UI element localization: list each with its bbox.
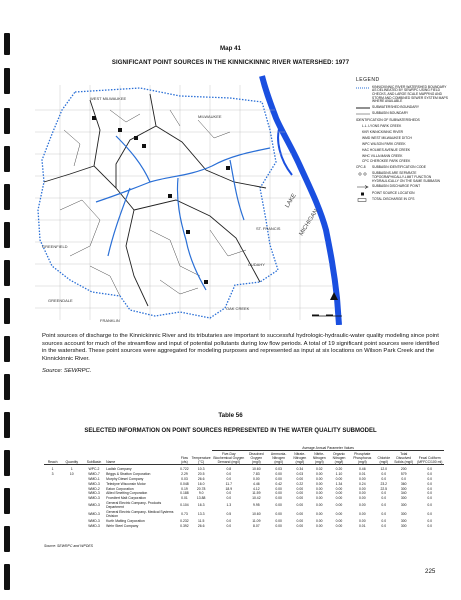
point-source-location bbox=[142, 144, 146, 148]
table-cell: 300 bbox=[400, 523, 407, 528]
table-cell: 0.0 bbox=[381, 518, 387, 523]
margin-mark bbox=[4, 374, 10, 400]
table-cell: 0.0 bbox=[427, 496, 433, 501]
watershed-boundary-symbol bbox=[356, 86, 370, 90]
table-cell: 0.42 bbox=[275, 481, 282, 486]
kinnickinnic-river bbox=[96, 148, 270, 202]
margin-mark bbox=[4, 184, 10, 210]
legend-subwatershed: L.L. LYONS PARK CREEK bbox=[362, 124, 402, 129]
table-cell: 300 bbox=[400, 512, 407, 516]
table-cell: Briggs & Stratton Corporation bbox=[106, 471, 151, 476]
table-cell: 0.00 bbox=[358, 503, 366, 508]
place-milwaukee: MILWAUKEE bbox=[198, 114, 222, 119]
lake-shoreline bbox=[262, 76, 339, 325]
point-source-location bbox=[134, 136, 138, 140]
table-cell: 0.0 bbox=[381, 523, 387, 528]
table-row bbox=[44, 523, 444, 528]
table-cell: Teledyne Wisconsin Motor bbox=[106, 481, 146, 486]
table-cell: 0.01 bbox=[181, 496, 188, 501]
table-cell: WMD-3 bbox=[88, 503, 100, 508]
subwatershed-boundaries bbox=[44, 94, 266, 306]
table-cell: 4.12 bbox=[253, 486, 260, 491]
margin-mark bbox=[4, 260, 10, 286]
table-cell: 360 bbox=[400, 481, 407, 486]
table-cell: 0.0 bbox=[427, 518, 433, 523]
table-cell: 0.46 bbox=[358, 467, 366, 471]
table-cell: General Electric Company- Products Department bbox=[106, 501, 162, 510]
table-group-header: Average Annual Parameter Values bbox=[212, 445, 444, 451]
table-cell: 0.0 bbox=[427, 486, 433, 491]
lake-label: LAKE bbox=[284, 192, 298, 210]
wilson-park-creek bbox=[177, 178, 206, 290]
table-cell: 0.188 bbox=[180, 491, 189, 496]
column-header: Phosphate Phosphorus (mg/l) bbox=[349, 451, 376, 465]
total-discharge-symbol bbox=[356, 198, 370, 202]
table-cell: 10.60 bbox=[252, 512, 261, 516]
subbasin-boundary-symbol bbox=[356, 112, 370, 116]
table-cell: 10 bbox=[69, 471, 74, 476]
table-cell: 0.0 bbox=[226, 518, 232, 523]
table-cell: 0.722 bbox=[180, 467, 189, 471]
table-cell: 2.29 bbox=[181, 471, 188, 476]
table-cell: 0.34 bbox=[296, 467, 304, 471]
map-legend bbox=[356, 78, 448, 204]
table-cell: 0.00 bbox=[335, 476, 343, 481]
margin-mark bbox=[4, 450, 10, 476]
table-cell: 0.00 bbox=[315, 512, 323, 516]
table-cell: 0.00 bbox=[315, 471, 323, 476]
table-cell: 300 bbox=[400, 486, 407, 491]
table-cell: Froedtert Malt Corporation bbox=[106, 496, 146, 501]
table-cell: 0.00 bbox=[315, 486, 323, 491]
column-header: Reach bbox=[44, 451, 61, 465]
map-source: Source: SEWRPC. bbox=[42, 368, 92, 374]
table-cell bbox=[61, 501, 82, 510]
table-cell: Eaton Corporation bbox=[106, 486, 134, 491]
table-cell: WMD-3 bbox=[88, 481, 100, 486]
table-cell: 0.00 bbox=[275, 523, 282, 528]
column-header: Organic Nitrogen (mg/l) bbox=[329, 451, 349, 465]
table-cell: 0.00 bbox=[296, 476, 304, 481]
margin-mark bbox=[4, 108, 10, 134]
table-cell: 0.0 bbox=[226, 471, 232, 476]
point-source-location bbox=[186, 230, 190, 234]
column-header: Flow (cfs) bbox=[179, 451, 190, 465]
table-cell: 3 bbox=[51, 471, 54, 476]
table-cell: 0.00 bbox=[315, 481, 323, 486]
page-number: 225 bbox=[425, 568, 436, 575]
table-cell: 0.0 bbox=[427, 471, 433, 476]
table-cell: 0.0 bbox=[427, 523, 433, 528]
place-greenfield: GREENFIELD bbox=[42, 244, 68, 249]
table-cell: 1.3 bbox=[226, 503, 232, 508]
table-cell: 0.0 bbox=[226, 476, 232, 481]
legend-item: TOTAL DISCHARGE IN CFS bbox=[356, 198, 448, 202]
table-cell: 0.0 bbox=[381, 471, 387, 476]
column-header: Name bbox=[106, 451, 179, 465]
rivers bbox=[96, 136, 270, 290]
table-body bbox=[44, 465, 444, 529]
table-cell: 0.048 bbox=[180, 481, 189, 486]
column-header: Fecal Coliform (MFFCC/100 ml) bbox=[415, 451, 444, 465]
table-cell: WMD-3 bbox=[88, 512, 100, 516]
legend-subwatershed: WMD WEST MILWAUKEE DITCH bbox=[362, 135, 412, 140]
table-cell: 0.22 bbox=[296, 481, 304, 486]
table-cell: 26.6 bbox=[197, 476, 205, 481]
table-cell: WMD-3 bbox=[88, 496, 100, 501]
table-cell bbox=[44, 523, 61, 528]
column-header: Quantity bbox=[61, 451, 82, 465]
table-cell: 0.02 bbox=[315, 467, 323, 471]
table-cell: 0.0 bbox=[381, 491, 387, 496]
table-cell: 10.42 bbox=[252, 496, 261, 501]
table-cell: 1 bbox=[51, 467, 54, 471]
holmes-avenue-creek bbox=[230, 160, 244, 220]
table-cell: 0.0 bbox=[427, 481, 433, 486]
table-cell: 0.5 bbox=[226, 512, 232, 516]
table-cell: 0.00 bbox=[296, 496, 304, 501]
table-cell: 0.00 bbox=[358, 512, 366, 516]
west-milwaukee-ditch bbox=[116, 136, 150, 182]
table-cell: WMD-2 bbox=[88, 486, 100, 491]
table-cell bbox=[44, 510, 61, 519]
table-cell: 0.00 bbox=[315, 518, 323, 523]
margin-mark bbox=[4, 488, 10, 514]
table-cell: Murphy Diesel Company bbox=[106, 476, 144, 481]
table-cell: 0.00 bbox=[358, 518, 366, 523]
watershed-boundary bbox=[38, 88, 278, 318]
table-cell: 0.20 bbox=[335, 467, 343, 471]
table-cell: 0.00 bbox=[275, 491, 282, 496]
table-cell: WMD-3 bbox=[88, 518, 100, 523]
table-cell: 0.00 bbox=[275, 476, 282, 481]
table-cell: 0.00 bbox=[335, 496, 343, 501]
table-cell bbox=[61, 523, 82, 528]
margin-mark bbox=[4, 336, 10, 362]
column-header: Temperature (°C) bbox=[190, 451, 212, 465]
table-cell: 300 bbox=[400, 496, 407, 501]
table-title: SELECTED INFORMATION ON POINT SOURCES REPRESENTED IN THE WATER QUALITY SUBMODEL bbox=[84, 428, 377, 434]
table-cell: 13.3 bbox=[197, 512, 205, 516]
column-header: Nitrite-Nitrogen (mg/l) bbox=[310, 451, 329, 465]
table-cell: 20.5 bbox=[197, 471, 205, 476]
table-cell: 200 bbox=[400, 467, 407, 471]
table-cell bbox=[61, 510, 82, 519]
table-cell: 0.03 bbox=[181, 476, 188, 481]
table-cell: 0.0 bbox=[381, 503, 387, 508]
table-cell: 0.00 bbox=[335, 518, 343, 523]
code-sample: CPC-8 bbox=[356, 165, 366, 170]
table-cell: 0.0 bbox=[401, 476, 407, 481]
table-cell: 0.00 bbox=[275, 518, 282, 523]
table-cell: 7.83 bbox=[253, 471, 260, 476]
table-cell: 0.00 bbox=[358, 486, 366, 491]
table-cell: WMD-3 bbox=[88, 523, 100, 528]
table-cell: 20.78 bbox=[196, 486, 206, 491]
table-cell: Ladish Company bbox=[106, 467, 132, 471]
table-cell: 0.01 bbox=[358, 471, 366, 476]
description-paragraph: Point sources of discharge to the Kinnickinnic River and its tributaries are important to successful hydrologic-hydraulic-water quality modeling since point sources account for much of the streamflow and input of potential pollutants during low flow periods. A total of 19 significant point sources were identified in the watershed. These point sources were aggregated for modeling purposes and represented as input at six locations on Wilson Park Creek and the Kinnickinnic River. bbox=[42, 333, 439, 362]
table-cell: 0.00 bbox=[296, 491, 304, 496]
margin-mark bbox=[4, 564, 10, 590]
table-cell: 9.95 bbox=[253, 503, 260, 508]
table-cell: 0.19 bbox=[181, 486, 188, 491]
subbasin-boundaries bbox=[60, 110, 246, 296]
table-row bbox=[44, 465, 444, 472]
table-row bbox=[44, 510, 444, 519]
table-cell: 0.00 bbox=[335, 503, 343, 508]
legend-subwatershed: HAC HOLMES AVENUE CREEK bbox=[362, 147, 411, 152]
table-cell: 22.5 bbox=[380, 486, 388, 491]
table-cell: 0.01 bbox=[358, 523, 366, 528]
table-cell: 11.09 bbox=[252, 518, 261, 523]
table-cell: WMD-1 bbox=[88, 476, 100, 481]
table-cell: 0.00 bbox=[296, 486, 304, 491]
table-cell: 0.00 bbox=[253, 476, 260, 481]
table-cell: 16.0 bbox=[197, 481, 205, 486]
lake-label-2: MICHIGAN bbox=[298, 208, 320, 238]
table-number: Table 56 bbox=[218, 412, 243, 419]
table-cell: 0.00 bbox=[335, 486, 343, 491]
table-cell: 0.00 bbox=[275, 471, 282, 476]
table-cell: 11.59 bbox=[252, 491, 261, 496]
column-header: Total Dissolved Solids (mg/l) bbox=[392, 451, 415, 465]
table-cell: 300 bbox=[400, 503, 407, 508]
table-cell: 0.00 bbox=[315, 503, 323, 508]
column-header: Dissolved Oxygen (mg/l) bbox=[245, 451, 267, 465]
table-cell: 4.46 bbox=[253, 481, 260, 486]
legend-item: SUBBASINS ARE SEPARATE TOPOGRAPHICALLY-LIMIT FUNCTION HYDRAULICALLY ON THE SAME SUBBASIN bbox=[356, 172, 448, 183]
column-header: Chloride (mg/l) bbox=[376, 451, 392, 465]
table-cell: 0.0 bbox=[427, 503, 433, 508]
margin-mark bbox=[4, 222, 10, 248]
table-cell: 23.2 bbox=[380, 481, 388, 486]
table-cell: 0.00 bbox=[335, 491, 343, 496]
watershed-map bbox=[30, 70, 360, 325]
table-cell: 0.00 bbox=[315, 496, 323, 501]
legend-heading: LEGEND bbox=[356, 77, 380, 83]
point-source-table bbox=[44, 445, 444, 528]
column-header: SubBasin bbox=[82, 451, 105, 465]
margin-mark bbox=[4, 298, 10, 324]
table-cell: 0.00 bbox=[358, 491, 366, 496]
legend-subwatershed: WHC VILLA MANN CREEK bbox=[362, 153, 403, 158]
legend-item: SUBBASIN BOUNDARY bbox=[356, 112, 448, 116]
table-cell: 0.03 bbox=[296, 471, 304, 476]
table-cell: 0.0 bbox=[226, 496, 232, 501]
margin-mark bbox=[4, 526, 10, 552]
legend-item: SUBBASIN DISCHARGE POINT bbox=[356, 185, 448, 189]
table-cell: 0.0 bbox=[427, 512, 433, 516]
table-cell: WMD-3 bbox=[88, 491, 100, 496]
table-cell: 0.00 bbox=[315, 491, 323, 496]
point-source-location bbox=[226, 166, 230, 170]
legend-item: SUBWATERSHED BOUNDARY bbox=[356, 106, 448, 110]
table-cell: 340 bbox=[400, 491, 407, 496]
legend-subwatershed: WPC WILSON PARK CREEK bbox=[362, 141, 406, 146]
point-source-location bbox=[92, 116, 96, 120]
point-source-symbol bbox=[356, 192, 370, 196]
table-cell: 0.0 bbox=[226, 523, 232, 528]
table-cell: 0.0 bbox=[226, 491, 232, 496]
table-cell: 0.00 bbox=[315, 523, 323, 528]
table-cell: 0.00 bbox=[296, 518, 304, 523]
table-cell: 0.00 bbox=[315, 476, 323, 481]
table-cell: 0.00 bbox=[275, 486, 282, 491]
table-cell: 0.03 bbox=[275, 467, 282, 471]
table-cell: 1.10 bbox=[335, 471, 343, 476]
table-cell: WPC-2 bbox=[88, 467, 100, 471]
table-cell: 0.0 bbox=[427, 491, 433, 496]
table-cell: Kurth Malting Corporation bbox=[106, 518, 145, 523]
legend-id-heading: IDENTIFICATION OF SUBWATERSHEDS bbox=[356, 118, 420, 123]
point-source-location bbox=[168, 194, 172, 198]
table-cell: 18.9 bbox=[225, 486, 233, 491]
table-cell: 0.0 bbox=[427, 476, 433, 481]
table-cell bbox=[44, 501, 61, 510]
column-header: Five-Day Biochemical Oxygen Demand (mg/l) bbox=[213, 451, 245, 464]
table-cell: 0.00 bbox=[358, 476, 366, 481]
legend-item: KINNICKINNIC RIVER WATERSHED BOUNDARY AS DELINEATED BY SEWRPC USING FIELD CHECKS, AND LARGE SCALE MAPPING AND STORM AND COMBINED SEWER SYSTEM MAPS WHERE AVAILABLE bbox=[356, 86, 448, 104]
column-header: Ammonia-Nitrogen (mg/l) bbox=[267, 451, 290, 465]
table-cell: 0.00 bbox=[275, 496, 282, 501]
table-cell: 0.00 bbox=[335, 512, 343, 516]
point-source-location bbox=[118, 128, 122, 132]
table-cell: 9.0 bbox=[198, 491, 204, 496]
margin-mark bbox=[4, 68, 10, 94]
table-cell: 26.6 bbox=[197, 523, 205, 528]
table-cell: 0.00 bbox=[335, 523, 343, 528]
point-sources bbox=[92, 116, 230, 284]
map-title: SIGNIFICANT POINT SOURCES IN THE KINNICKINNIC RIVER WATERSHED: 1977 bbox=[111, 60, 350, 66]
legend-item: POINT SOURCE LOCATION bbox=[356, 192, 448, 196]
table-cell: 0.73 bbox=[181, 512, 188, 516]
place-franklin: FRANKLIN bbox=[100, 318, 120, 323]
table-cell: 0.104 bbox=[180, 503, 189, 508]
table-header-row bbox=[44, 451, 444, 465]
table-cell: 0.24 bbox=[358, 481, 366, 486]
place-cudahy: CUDAHY bbox=[248, 262, 265, 267]
margin-mark bbox=[4, 146, 10, 172]
table-cell: 12.0 bbox=[380, 467, 388, 471]
place-st-francis: ST. FRANCIS bbox=[256, 226, 281, 231]
table-cell: 300 bbox=[400, 518, 407, 523]
table-cell: 0.0 bbox=[381, 496, 387, 501]
table-cell: 13.88 bbox=[196, 496, 206, 501]
table-cell: 10.60 bbox=[252, 467, 261, 471]
table-cell: 0.00 bbox=[296, 503, 304, 508]
place-greendale: GREENDALE bbox=[48, 298, 73, 303]
place-oak-creek: OAK CREEK bbox=[226, 306, 250, 311]
table-source: Source: SEWRPC and WPDES bbox=[44, 544, 94, 548]
table-cell: Allied Smelting Corporation bbox=[106, 491, 148, 496]
table-cell: 0.8 bbox=[226, 467, 232, 471]
table-cell: 0.392 bbox=[180, 523, 189, 528]
legend-item: CPC-8 SUBBASIN IDENTIFICATION CODE bbox=[356, 165, 426, 170]
table-row bbox=[44, 501, 444, 510]
legend-subwatershed: KKR KINNICKINNIC RIVER bbox=[362, 130, 404, 135]
table-cell: Wehr Steel Company bbox=[106, 523, 139, 528]
separate-subbasin-symbol bbox=[356, 172, 370, 176]
table-cell: 0.0 bbox=[381, 476, 387, 481]
subwatershed-boundary-symbol bbox=[356, 106, 370, 110]
table-cell: 0.0 bbox=[381, 512, 387, 516]
table-cell: General Electric Company- Medical Systems Division bbox=[106, 510, 174, 518]
place-west-milwaukee: WEST MILWAUKEE bbox=[90, 96, 127, 101]
discharge-point-symbol bbox=[356, 185, 370, 189]
table-cell: 0.00 bbox=[275, 503, 282, 508]
table-cell: 1.34 bbox=[335, 481, 343, 486]
table-cell: 579 bbox=[400, 471, 407, 476]
table-cell: WMD-7 bbox=[88, 471, 100, 476]
table-cell: 0.00 bbox=[275, 512, 282, 516]
table-cell: 16.3 bbox=[197, 503, 205, 508]
table-cell: 0.00 bbox=[358, 496, 366, 501]
map-number: Map 41 bbox=[220, 45, 241, 52]
table-cell: 0.00 bbox=[296, 512, 304, 516]
table-cell: 11.5 bbox=[197, 518, 205, 523]
point-source-location bbox=[204, 280, 208, 284]
column-header: Nitrate-Nitrogen (mg/l) bbox=[290, 451, 310, 465]
table-cell: 1 bbox=[70, 467, 73, 471]
table-cell: 0.00 bbox=[296, 523, 304, 528]
table-cell: 8.07 bbox=[253, 523, 260, 528]
table-cell: 10.3 bbox=[197, 467, 205, 471]
legend-subwatershed: CPC CHEROKEE PARK CREEK bbox=[362, 159, 411, 164]
table-cell: 11.7 bbox=[225, 481, 232, 486]
table-cell: 0.232 bbox=[180, 518, 189, 523]
table-cell: 0.0 bbox=[427, 467, 433, 471]
